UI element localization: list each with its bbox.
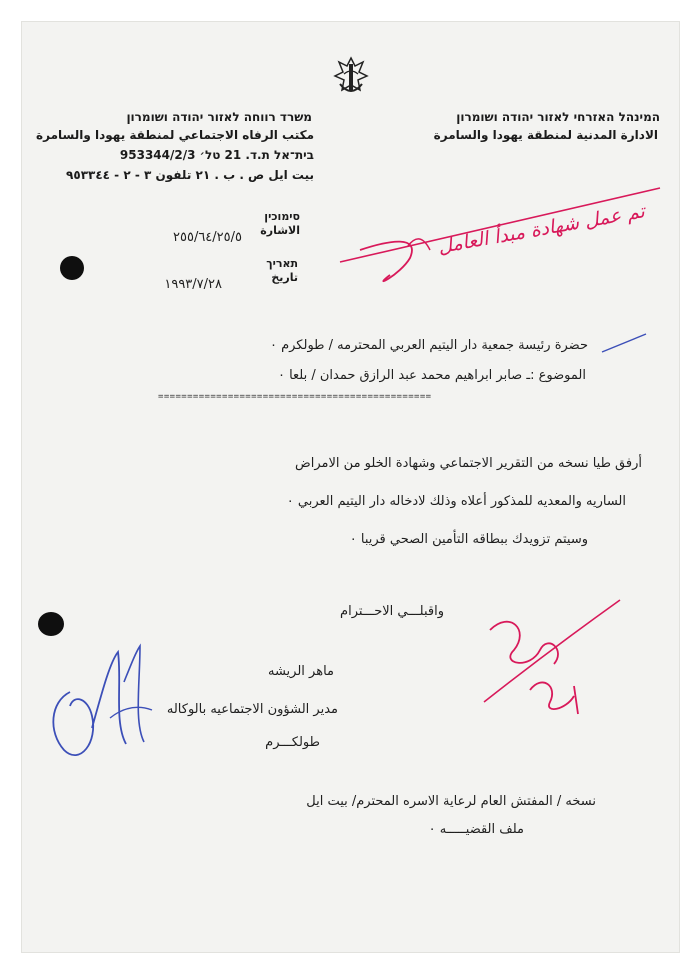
letterhead-left-line1: משרד רווחה לאזור יהודה ושומרון xyxy=(126,110,312,124)
letterhead-right-line2: الادارة المدنية لمنطقة يهودا والسامرة xyxy=(433,128,658,142)
date-value: ١٩٩٣/٧/٢٨ xyxy=(164,277,222,292)
body-line3: وسيتم تزويدك ببطاقه التأمين الصحي قريبا ٠ xyxy=(349,532,588,547)
red-signature xyxy=(470,590,640,730)
body-line1: أرفق طيا نسخه من التقرير الاجتماعي وشهادة الخلو من الامراض xyxy=(295,456,642,471)
red-ink-strokes xyxy=(330,180,670,300)
copy-line2: ملف القضيـــــه ٠ xyxy=(428,822,524,837)
closing: واقبلـــي الاحـــترام xyxy=(340,604,444,619)
punch-hole-top xyxy=(60,256,84,280)
copy-line1: نسخه / المفتش العام لرعاية الاسره المحترم/ بيت ايل xyxy=(306,794,596,809)
letterhead-left-line3: בית־אל ת.ד. 21 טל׳ 953344/2/3 xyxy=(119,148,314,162)
signatory-title: مدير الشؤون الاجتماعيه بالوكاله xyxy=(166,702,338,717)
date-label-hebrew: תאריך xyxy=(266,257,298,270)
blue-check-mark xyxy=(600,330,650,356)
subject: الموضوع :ـ صابر ابراهيم محمد عبد الرازق حمدان / بلعا ٠ xyxy=(277,368,586,383)
addressee: حضرة رئيسة جمعية دار اليتيم العربي المحترمه / طولكرم ٠ xyxy=(269,338,588,353)
reference-label-hebrew: סימוכין xyxy=(264,210,300,223)
body-line2: الساريه والمعديه للمذكور أعلاه وذلك لادخاله دار اليتيم العربي ٠ xyxy=(286,494,626,509)
idf-emblem-icon xyxy=(330,54,372,100)
reference-label-arabic: الاشارة xyxy=(260,224,300,237)
letterhead-left-line4: بيت ايل ص . ب . ٢١ تلفون ٣ - ٢ - ٩٥٣٣٤٤ xyxy=(66,168,314,182)
blue-signature xyxy=(40,632,160,772)
date-label-arabic: تاريخ xyxy=(271,271,298,284)
reference-value: ٢٥٥/٦٤/٢٥/٥ xyxy=(173,230,242,245)
handwritten-note: تم عمل شهادة مبدأ العامل xyxy=(435,200,646,259)
signatory-name: ماهر الريشه xyxy=(267,664,334,679)
separator: =============================================== xyxy=(158,392,432,402)
letterhead-right-line1: המינהל האזרחי לאזור יהודה ושומרון xyxy=(456,110,660,124)
letterhead-left-line2: مكتب الرفاه الاجتماعي لمنطقة يهودا والسامرة xyxy=(36,128,314,142)
signatory-city: طولكـــرم xyxy=(265,735,320,750)
